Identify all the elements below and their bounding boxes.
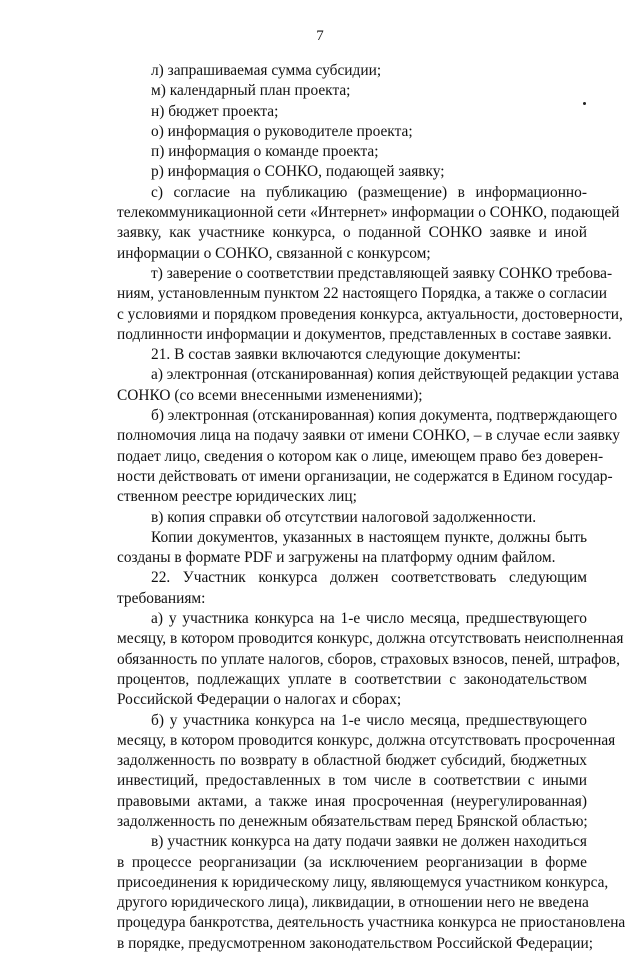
text-line: с) согласие на публикацию (размещение) в информационно- <box>151 183 587 201</box>
text-line: присоединения к юридическому лицу, являющемуся участником конкурса, <box>117 873 609 891</box>
text-line: задолженность по денежным обязательствам перед Брянской областью; <box>117 812 588 830</box>
text-line: в) копия справки об отсутствии налоговой задолженности. <box>151 508 537 526</box>
text-line: р) информация о СОНКО, подающей заявку; <box>151 163 445 181</box>
text-line: инвестиций, предоставленных в том числе в соответствии с иными <box>117 772 587 790</box>
text-line: требованиям: <box>117 589 206 607</box>
text-line: заявку, как участнике конкурса, о поданной СОНКО заявке и иной <box>117 224 587 242</box>
text-line: с условиями и порядком проведения конкурса, актуальности, достоверности, <box>117 305 623 323</box>
text-line: н) бюджет проекта; <box>151 102 279 120</box>
text-line: в процессе реорганизации (за исключением реорганизации в форме <box>117 853 587 871</box>
page-number: 7 <box>316 28 324 44</box>
text-line: телекоммуникационной сети «Интернет» информации о СОНКО, подающей <box>117 204 620 222</box>
text-line: 22. Участник конкурса должен соответствовать следующим <box>151 569 587 587</box>
text-line: Российской Федерации о налогах и сборах; <box>117 691 402 709</box>
text-line: другого юридического лица), ликвидации, в отношении него не введена <box>117 894 589 912</box>
text-line: созданы в формате PDF и загружены на платформу одним файлом. <box>117 549 556 567</box>
text-line: о) информация о руководителе проекта; <box>151 122 413 140</box>
document-body <box>117 61 626 954</box>
scan-speck <box>583 102 586 105</box>
text-line: месяцу, в котором проводится конкурс, должна отсутствовать просроченная <box>117 731 616 749</box>
text-line: м) календарный план проекта; <box>151 82 351 100</box>
text-line: б) электронная (отсканированная) копия документа, подтверждающего <box>151 407 618 425</box>
text-line: 21. В состав заявки включаются следующие документы: <box>151 346 521 364</box>
text-line: ственном реестре юридических лиц; <box>117 488 357 506</box>
text-line: СОНКО (со всеми внесенными изменениями); <box>117 386 423 404</box>
text-line: л) запрашиваемая сумма субсидии; <box>151 62 382 79</box>
text-line: информации о СОНКО, связанной с конкурсом; <box>117 244 431 262</box>
text-line: месяцу, в котором проводится конкурс, должна отсутствовать неисполненная <box>117 630 624 648</box>
text-line: процентов, подлежащих уплате в соответствии с законодательством <box>117 670 587 688</box>
text-line: Копии документов, указанных в настоящем пункте, должны быть <box>151 528 587 546</box>
text-line: б) у участника конкурса на 1-е число месяца, предшествующего <box>151 711 587 729</box>
text-line: ниям, установленным пунктом 22 настоящего Порядка, а также о согласии <box>117 285 608 303</box>
text-line: в порядке, предусмотренном законодательством Российской Федерации; <box>117 934 593 952</box>
text-line: задолженность по возврату в областной бюджет субсидий, бюджетных <box>117 752 587 770</box>
text-line: правовыми актами, а также иная просроченная (неурегулированная) <box>117 792 587 810</box>
text-line: т) заверение о соответствии представляющей заявку СОНКО требова- <box>151 264 613 282</box>
text-line: а) у участника конкурса на 1-е число месяца, предшествующего <box>151 610 587 628</box>
text-line: подает лицо, сведения о котором как о лице, имеющем право без доверен- <box>117 447 604 465</box>
text-line: процедура банкротства, деятельность участника конкурса не приостановлена <box>117 914 626 932</box>
text-line: обязанность по уплате налогов, сборов, страховых взносов, пеней, штрафов, <box>117 650 620 668</box>
text-line: подлинности информации и документов, представленных в составе заявки. <box>117 325 612 343</box>
text-line: ности действовать от имени организации, не содержатся в Едином государ- <box>117 467 613 485</box>
text-line: полномочия лица на подачу заявки от имени СОНКО, – в случае если заявку <box>117 427 620 445</box>
text-line: в) участник конкурса на дату подачи заявки не должен находиться <box>151 833 587 851</box>
text-line: п) информация о команде проекта; <box>151 143 379 161</box>
text-line: а) электронная (отсканированная) копия действующей редакции устава <box>151 366 620 384</box>
